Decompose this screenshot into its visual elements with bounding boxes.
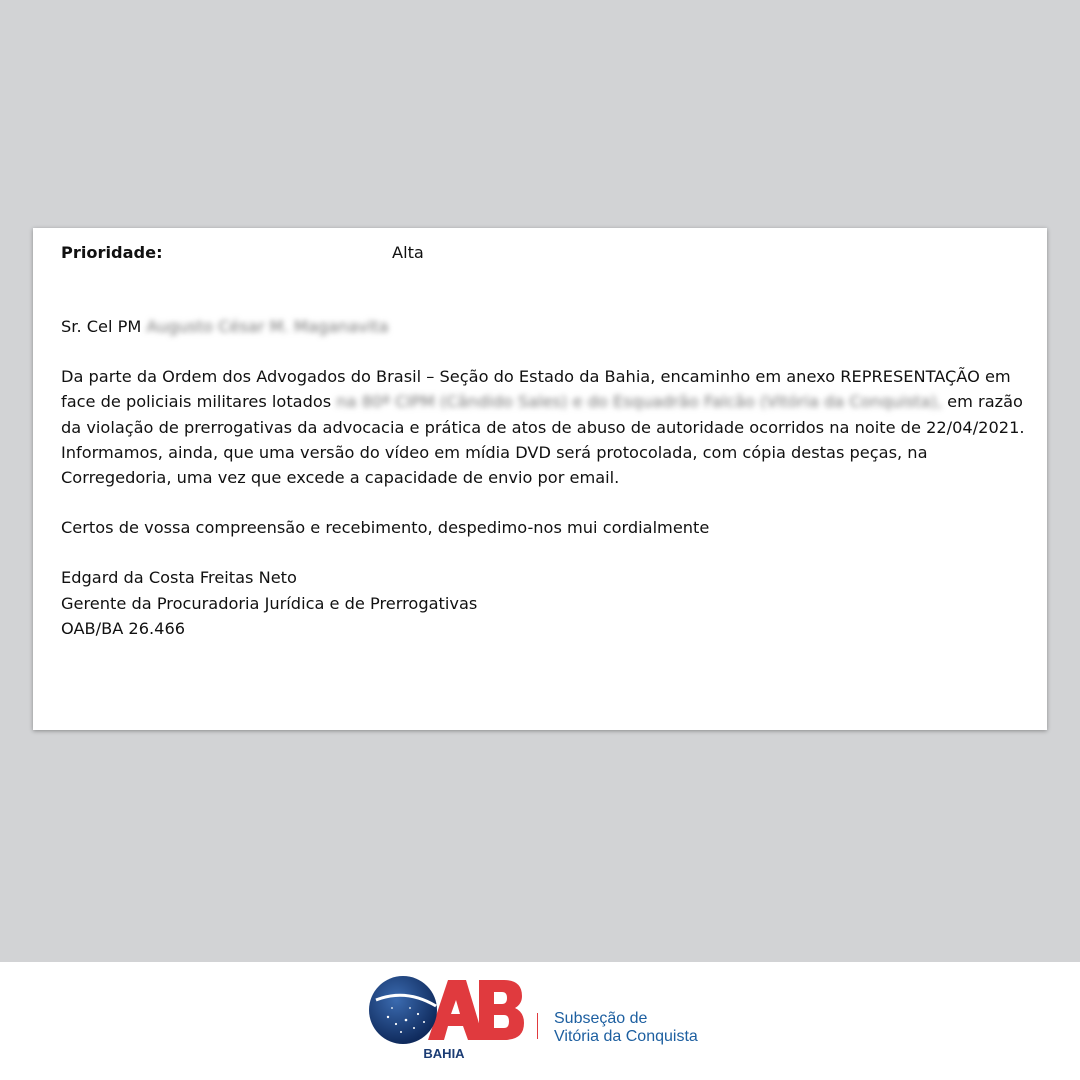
footer-divider (537, 1013, 538, 1039)
body-paragraph-2: Informamos, ainda, que uma versão do vídeo em mídia DVD será protocolada, com cópia destas peças, na Corregedoria, uma vez que excede a capacidade de envio por email. (61, 442, 928, 488)
redacted-name: Augusto César M. Maganavita (146, 317, 389, 336)
priority-value: Alta (392, 243, 424, 262)
body-text-continued: em razão da violação de prerrogativas da advocacia e prática de atos de abuso de autoridade ocorridos na noite de 22/04/2021. (61, 392, 1025, 437)
email-card (33, 228, 1047, 730)
signature-title: Gerente da Procuradoria Jurídica e de Prerrogativas (61, 593, 478, 613)
closing: Certos de vossa compreensão e recebimento, despedimo-nos mui cordialmente (61, 518, 710, 538)
email-body (61, 240, 1041, 641)
redacted-location: na 80ª CIPM (Cândido Sales) e do Esquadrão Falcão (Vitória da Conquista), (336, 392, 943, 412)
priority-row (61, 240, 1041, 266)
greeting-text: Sr. Cel PM (61, 317, 142, 336)
logo-state-text: BAHIA (423, 1046, 465, 1061)
footer (0, 962, 1080, 1080)
body-text: Da parte da Ordem dos Advogados do Brasil – Seção do Estado da Bahia, encaminho em anexo REPRESENTAÇÃO em face de policiais militares lotados (61, 367, 1011, 412)
oab-logo (366, 972, 526, 1062)
logo-globe (369, 976, 437, 1044)
subsection-line-2: Vitória da Conquista (554, 1028, 698, 1045)
body-paragraph-1 (61, 364, 1041, 440)
greeting (61, 314, 1041, 339)
subsection-line-1: Subseção de (554, 1010, 648, 1027)
logo-letter-b-shape (479, 980, 524, 1040)
signature-name: Edgard da Costa Freitas Neto (61, 568, 297, 588)
priority-label: Prioridade: (61, 243, 163, 262)
signature-oab: OAB/BA 26.466 (61, 618, 186, 638)
